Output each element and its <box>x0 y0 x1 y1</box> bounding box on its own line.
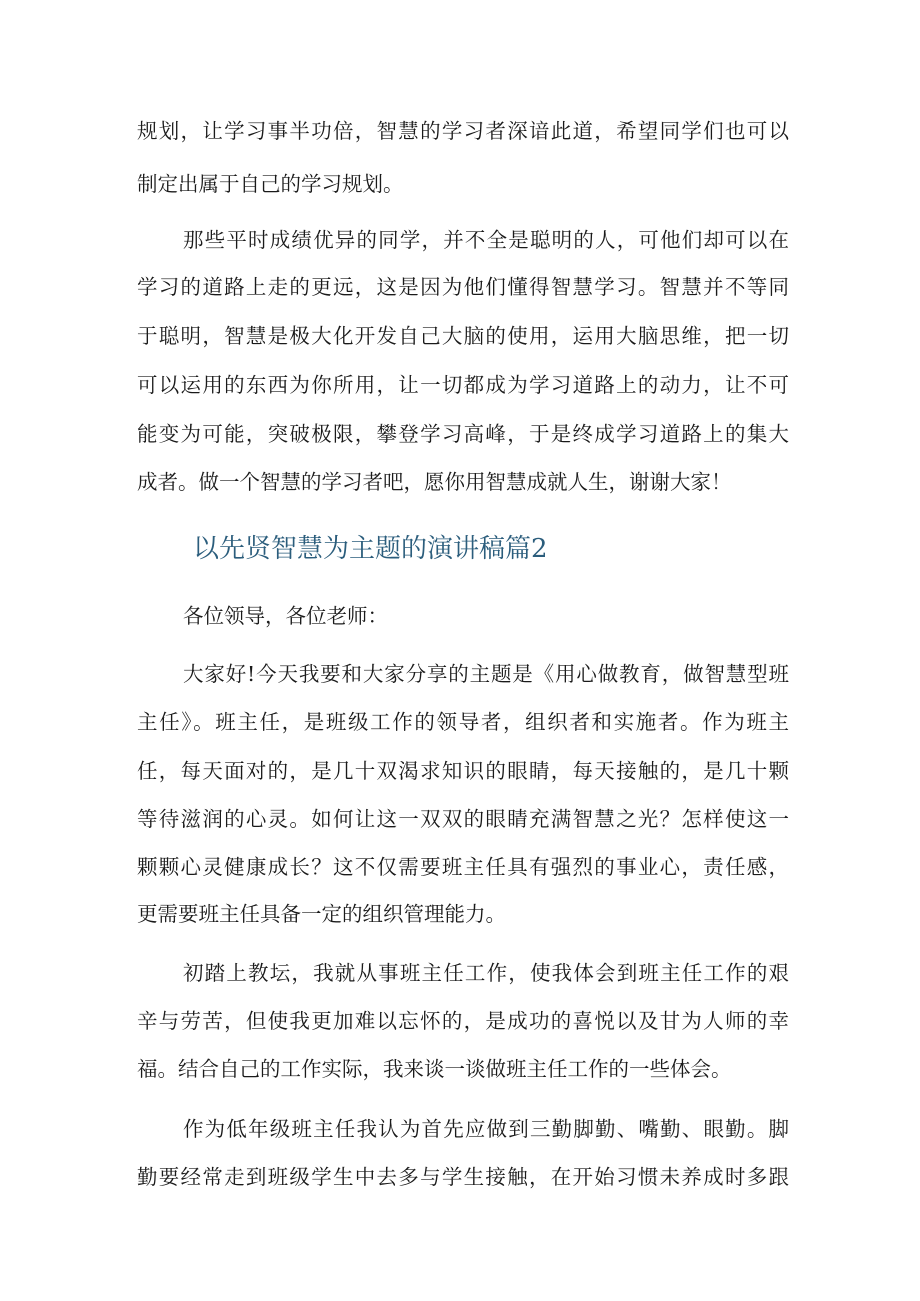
text-line: 勤要经常走到班级学生中去多与学生接触，在开始习惯未养成时多跟 <box>137 1165 789 1189</box>
text-line: 等待滋润的心灵。如何让这一双双的眼睛充满智慧之光？怎样使这一 <box>137 807 789 831</box>
text-line: 颗颗心灵健康成长？这不仅需要班主任具有强烈的事业心，责任感， <box>137 855 789 879</box>
text-line: 制定出属于自己的学习规划。 <box>137 172 404 196</box>
text-line: 辛与劳苦，但使我更加难以忘怀的，是成功的喜悦以及甘为人师的幸 <box>137 1009 789 1033</box>
text-line: 初踏上教坛，我就从事班主任工作，使我体会到班主任工作的艰 <box>183 961 789 985</box>
text-line: 可以运用的东西为你所用，让一切都成为学习道路上的动力，让不可 <box>137 373 789 397</box>
text-line: 大家好!今天我要和大家分享的主题是《用心做教育，做智慧型班 <box>183 662 789 686</box>
section-heading: 以先贤智慧为主题的演讲稿篇2 <box>193 534 548 564</box>
text-line: 能变为可能，突破极限，攀登学习高峰，于是终成学习道路上的集大 <box>137 422 789 446</box>
text-line: 更需要班主任具备一定的组织管理能力。 <box>137 902 506 926</box>
text-line: 那些平时成绩优异的同学，并不全是聪明的人，可他们却可以在 <box>183 228 789 252</box>
text-line: 任，每天面对的，是几十双渴求知识的眼睛，每天接触的，是几十颗 <box>137 759 789 783</box>
text-line: 福。结合自己的工作实际，我来谈一谈做班主任工作的一些体会。 <box>137 1057 732 1081</box>
text-line: 主任》。班主任，是班级工作的领导者，组织者和实施者。作为班主 <box>137 710 789 734</box>
text-line: 成者。做一个智慧的学习者吧，愿你用智慧成就人生，谢谢大家！ <box>137 470 732 494</box>
text-line: 学习的道路上走的更远，这是因为他们懂得智慧学习。智慧并不等同 <box>137 275 789 299</box>
text-line: 于聪明，智慧是极大化开发自己大脑的使用，运用大脑思维，把一切 <box>137 324 789 348</box>
salutation: 各位领导，各位老师： <box>183 604 388 628</box>
text-line: 作为低年级班主任我认为首先应做到三勤脚勤、嘴勤、眼勤。脚 <box>183 1117 789 1141</box>
text-line: 规划，让学习事半功倍，智慧的学习者深谙此道，希望同学们也可以 <box>137 119 789 143</box>
